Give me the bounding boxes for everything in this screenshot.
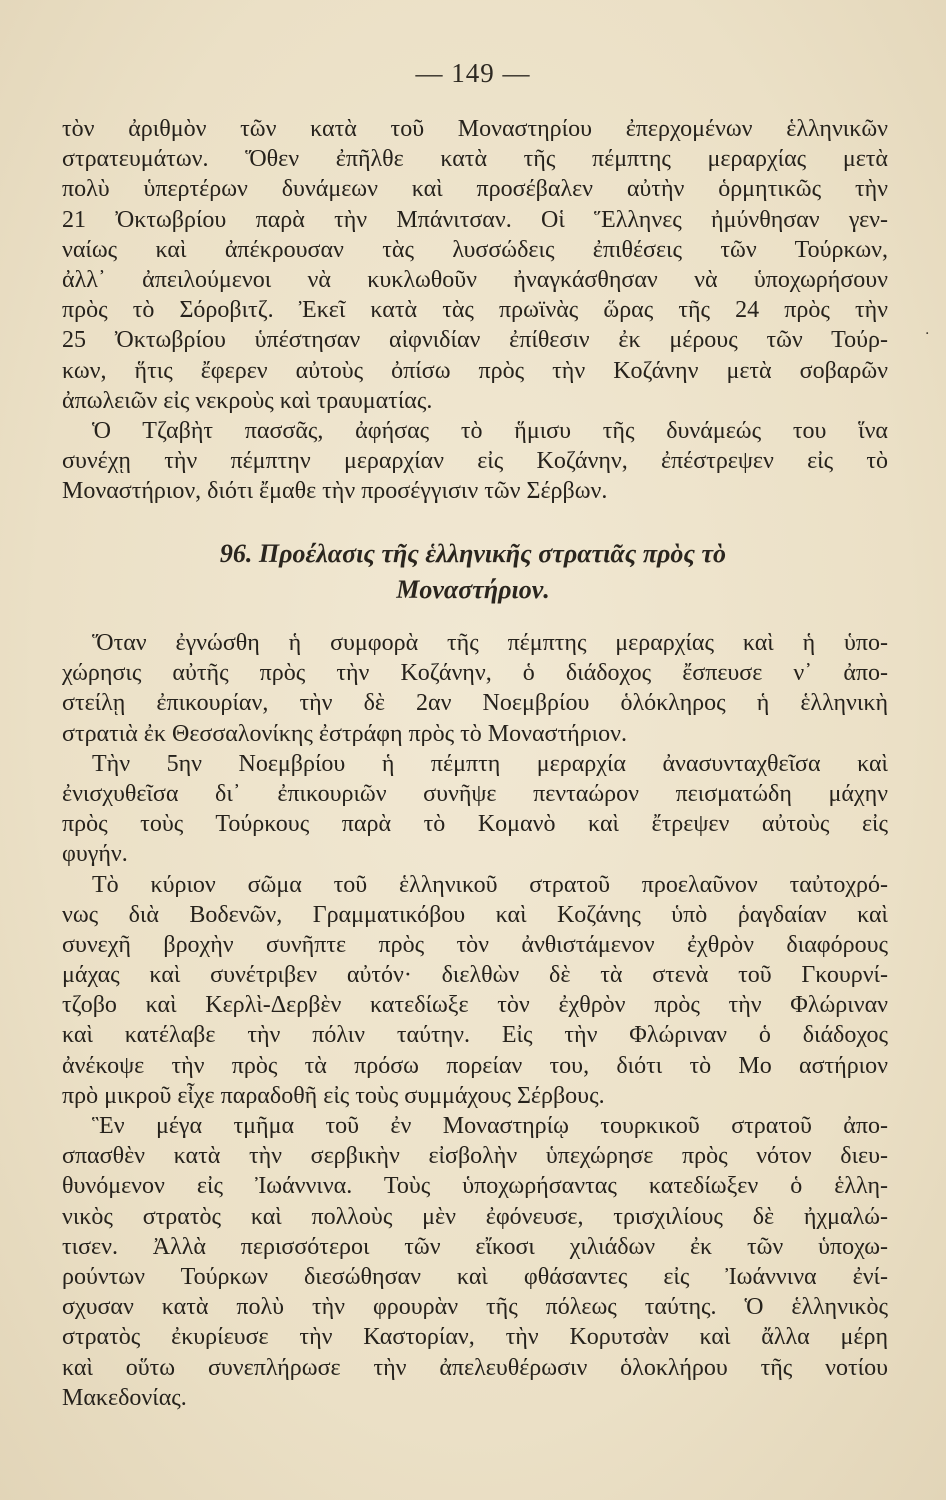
text-line: στρατευμάτων. Ὅθεν ἐπῆλθε κατὰ τῆς πέμπτης μεραρχίας μετὰ bbox=[62, 146, 888, 173]
text-line: νως διὰ Βοδενῶν, Γραμματικόβου καὶ Κοζάνης ὑπὸ ῥαγδαίαν καὶ bbox=[62, 901, 888, 928]
text-line: χώρησις αὐτῆς πρὸς τὴν Κοζάνην, ὁ διάδοχος ἔσπευσε ν᾽ ἀπο- bbox=[62, 660, 888, 687]
text-line: καὶ οὕτω συνεπλήρωσε τὴν ἀπελευθέρωσιν ὁλοκλήρου τῆς νοτίου bbox=[62, 1354, 888, 1381]
text-line: στρατιὰ ἐκ Θεσσαλονίκης ἐστράφη πρὸς τὸ Μοναστήριον. bbox=[62, 720, 627, 747]
text-line: Ὅταν ἐγνώσθη ἡ συμφορὰ τῆς πέμπτης μεραρχίας καὶ ἡ ὑπο- bbox=[92, 630, 888, 656]
text-line: στείλῃ ἐπικουρίαν, τὴν δὲ 2αν Νοεμβρίου ὁλόκληρος ἡ ἑλληνικὴ bbox=[62, 690, 888, 717]
page-number: — 149 — bbox=[415, 58, 531, 88]
text-line: Τὴν 5ην Νοεμβρίου ἡ πέμπτη μεραρχία ἀνασυνταχθεῖσα καὶ bbox=[92, 750, 888, 777]
text-line: τισεν. Ἀλλὰ περισσότεροι τῶν εἴκοσι χιλιάδων ἐκ τῶν ὑποχω- bbox=[62, 1233, 888, 1260]
text-line: ἀνέκοψε τὴν πρὸς τὰ πρόσω πορείαν του, διότι τὸ Μο αστήριον bbox=[62, 1052, 888, 1079]
text-line: ρούντων Τούρκων διεσώθησαν καὶ φθάσαντες εἰς Ἰωάννινα ἐνί- bbox=[62, 1263, 888, 1290]
section-heading-line-1: 96. Προέλασις τῆς ἑλληνικῆς στρατιᾶς πρὸς τὸ bbox=[219, 539, 727, 568]
text-line: νικὸς στρατὸς καὶ πολλοὺς μὲν ἐφόνευσε, τρισχιλίους δὲ ἠχμαλώ- bbox=[62, 1203, 888, 1230]
text-line: πολὺ ὑπερτέρων δυνάμεων καὶ προσέβαλεν αὐτὴν ὁρμητικῶς τὴν bbox=[62, 176, 888, 203]
text-line: ἀπωλειῶν εἰς νεκροὺς καὶ τραυματίας. bbox=[62, 387, 433, 414]
text-line: 21 Ὀκτωβρίου παρὰ τὴν Μπάνιτσαν. Οἱ Ἕλληνες ἠμύνθησαν γεν- bbox=[62, 206, 888, 233]
text-line: ναίως καὶ ἀπέκρουσαν τὰς λυσσώδεις ἐπιθέσεις τῶν Τούρκων, bbox=[62, 236, 888, 263]
text-line: συνεχῆ βροχὴν συνῆπτε πρὸς τὸν ἀνθιστάμενον ἐχθρὸν διαφόρους bbox=[62, 931, 888, 958]
text-line: 25 Ὀκτωβρίου ὑπέστησαν αἰφνιδίαν ἐπίθεσιν ἐκ μέρους τῶν Τούρ- bbox=[62, 327, 888, 354]
text-line: ἀλλ᾽ ἀπειλούμενοι νὰ κυκλωθοῦν ἠναγκάσθησαν νὰ ὑποχωρήσουν bbox=[62, 266, 888, 293]
text-block-2 bbox=[62, 628, 888, 1413]
text-line: καὶ κατέλαβε τὴν πόλιν ταύτην. Εἰς τὴν Φλώριναν ὁ διάδοχος bbox=[62, 1022, 888, 1049]
text-line: ἐνισχυθεῖσα δι᾽ ἐπικουριῶν συνῆψε πενταώρον πεισματώδη μάχην bbox=[62, 780, 888, 807]
section-heading-line-2: Μοναστήριον. bbox=[396, 575, 550, 604]
text-line: τὸν ἀριθμὸν τῶν κατὰ τοῦ Μοναστηρίου ἐπερχομένων ἑλληνικῶν bbox=[62, 116, 888, 142]
text-block-1 bbox=[62, 114, 888, 506]
text-line: Μακεδονίας. bbox=[62, 1384, 187, 1411]
text-line: Τὸ κύριον σῶμα τοῦ ἑλληνικοῦ στρατοῦ προελαῦνον ταὐτοχρό- bbox=[92, 871, 888, 898]
text-line: τζοβο καὶ Κερλὶ-Δερβὲν κατεδίωξε τὸν ἐχθρὸν πρὸς τὴν Φλώριναν bbox=[62, 992, 888, 1019]
text-line: συνέχῃ τὴν πέμπτην μεραρχίαν εἰς Κοζάνην, ἐπέστρεψεν εἰς τὸ bbox=[62, 448, 888, 475]
text-line: σχυσαν κατὰ πολὺ τὴν φρουρὰν τῆς πόλεως ταύτης. Ὁ ἑλληνικὸς bbox=[62, 1294, 888, 1321]
margin-dot: · bbox=[925, 326, 930, 342]
text-line: Μοναστήριον, διότι ἔμαθε τὴν προσέγγισιν τῶν Σέρβων. bbox=[62, 478, 608, 505]
text-line: Ὁ Τζαβὴτ πασσᾶς, ἀφήσας τὸ ἥμισυ τῆς δυνάμεώς του ἵνα bbox=[92, 417, 888, 444]
text-line: Ἓν μέγα τμῆμα τοῦ ἐν Μοναστηρίῳ τουρκικοῦ στρατοῦ ἀπο- bbox=[92, 1113, 888, 1139]
text-line: στρατὸς ἐκυρίευσε τὴν Καστορίαν, τὴν Κορυτσὰν καὶ ἄλλα μέρη bbox=[62, 1324, 888, 1351]
text-line: θυνόμενον εἰς Ἰωάννινα. Τοὺς ὑποχωρήσαντας κατεδίωξεν ὁ ἑλλη- bbox=[62, 1173, 888, 1200]
text-line: πρὸς τὸ Σόροβιτζ. Ἐκεῖ κατὰ τὰς πρωϊνὰς ὥρας τῆς 24 πρὸς τὴν bbox=[62, 297, 888, 324]
text-line: μάχας καὶ συνέτριβεν αὐτόν· διελθὼν δὲ τὰ στενὰ τοῦ Γκουρνί- bbox=[62, 962, 888, 989]
text-line: κων, ἥτις ἔφερεν αὐτοὺς ὀπίσω πρὸς τὴν Κοζάνην μετὰ σοβαρῶν bbox=[62, 357, 888, 384]
text-line: πρὸ μικροῦ εἶχε παραδοθῆ εἰς τοὺς συμμάχους Σέρβους. bbox=[62, 1082, 605, 1109]
section-heading bbox=[0, 536, 946, 608]
text-line: πρὸς τοὺς Τούρκους παρὰ τὸ Κομανὸ καὶ ἔτρεψεν αὐτοὺς εἰς bbox=[62, 811, 888, 838]
text-line: σπασθὲν κατὰ τὴν σερβικὴν εἰσβολὴν ὑπεχώρησε πρὸς νότον διευ- bbox=[62, 1143, 888, 1170]
text-line: φυγήν. bbox=[62, 841, 128, 868]
